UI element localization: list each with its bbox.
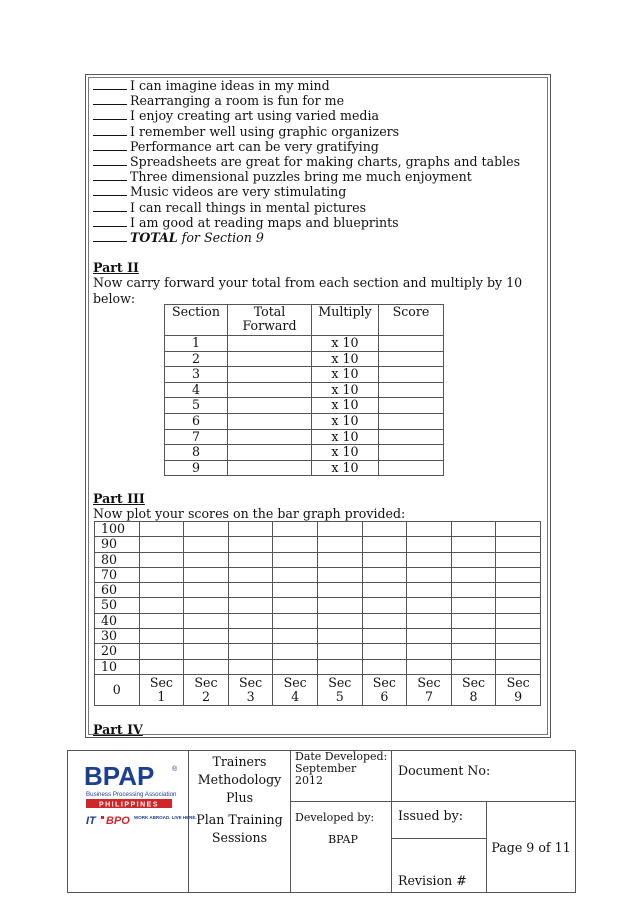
x-axis-label xyxy=(496,674,541,705)
graph-cell[interactable] xyxy=(496,522,541,537)
x-axis-label-number: 8 xyxy=(469,688,478,704)
answer-blank[interactable] xyxy=(93,169,127,181)
score-input[interactable] xyxy=(379,460,444,476)
section-row xyxy=(165,413,444,429)
graph-cell[interactable] xyxy=(273,583,318,598)
total-forward-input[interactable] xyxy=(228,367,312,383)
y-axis-label: 20 xyxy=(95,644,140,659)
section-row xyxy=(165,398,444,414)
total-forward-input[interactable] xyxy=(228,351,312,367)
y-axis-label: 40 xyxy=(95,613,140,628)
graph-cell[interactable] xyxy=(184,522,229,537)
bpap-logo-icon xyxy=(68,751,197,843)
graph-cell[interactable] xyxy=(184,629,229,644)
course-title xyxy=(189,751,290,847)
score-input[interactable] xyxy=(379,398,444,414)
multiply-value: x 10 xyxy=(312,336,379,352)
answer-blank[interactable] xyxy=(93,108,127,120)
graph-cell[interactable] xyxy=(451,598,496,613)
x-axis-label xyxy=(139,674,184,705)
graph-row xyxy=(95,644,541,659)
graph-cell[interactable] xyxy=(228,613,273,628)
y-axis-label: 100 xyxy=(95,522,140,537)
score-input[interactable] xyxy=(379,336,444,352)
answer-blank[interactable] xyxy=(93,124,127,136)
header-total-forward: Total Forward xyxy=(228,305,312,336)
total-forward-input[interactable] xyxy=(228,382,312,398)
section-row xyxy=(165,367,444,383)
graph-cell[interactable] xyxy=(139,598,184,613)
graph-cell[interactable] xyxy=(317,537,362,552)
x-axis-label-number: 6 xyxy=(380,688,389,704)
logo-country: PHILIPPINES xyxy=(98,801,160,809)
multiply-value: x 10 xyxy=(312,460,379,476)
graph-cell[interactable] xyxy=(317,567,362,582)
multiply-value: x 10 xyxy=(312,445,379,461)
x-axis-label-prefix: Sec xyxy=(239,674,263,690)
checklist-item-text: I enjoy creating art using varied media xyxy=(130,108,379,124)
graph-cell[interactable] xyxy=(496,613,541,628)
multiply-value: x 10 xyxy=(312,398,379,414)
multiply-value: x 10 xyxy=(312,367,379,383)
graph-cell[interactable] xyxy=(451,552,496,567)
header-score: Score xyxy=(379,305,444,336)
course-title-line: Plus xyxy=(225,790,254,805)
graph-cell[interactable] xyxy=(407,522,452,537)
date-developed-cell xyxy=(291,751,392,802)
graph-cell[interactable] xyxy=(362,552,407,567)
section-score-table xyxy=(164,304,444,476)
graph-cell[interactable] xyxy=(184,567,229,582)
multiply-value: x 10 xyxy=(312,351,379,367)
graph-cell[interactable] xyxy=(407,598,452,613)
graph-cell[interactable] xyxy=(139,629,184,644)
graph-cell[interactable] xyxy=(139,583,184,598)
x-axis-label-number: 1 xyxy=(157,688,166,704)
x-axis-label xyxy=(451,674,496,705)
course-title-line: Plan Training xyxy=(196,812,283,827)
graph-cell[interactable] xyxy=(317,583,362,598)
multiply-value: x 10 xyxy=(312,382,379,398)
graph-row xyxy=(95,598,541,613)
graph-cell[interactable] xyxy=(184,583,229,598)
section-number: 7 xyxy=(165,429,228,445)
graph-cell[interactable] xyxy=(273,644,318,659)
graph-cell[interactable] xyxy=(228,629,273,644)
score-input[interactable] xyxy=(379,445,444,461)
checklist-item-text: I can recall things in mental pictures xyxy=(130,199,367,215)
graph-cell[interactable] xyxy=(451,522,496,537)
graph-cell[interactable] xyxy=(407,644,452,659)
graph-cell[interactable] xyxy=(496,583,541,598)
total-section-label: for Section 9 xyxy=(181,230,264,246)
x-axis-label-prefix: Sec xyxy=(328,674,352,690)
graph-cell[interactable] xyxy=(139,537,184,552)
graph-cell[interactable] xyxy=(407,629,452,644)
graph-cell[interactable] xyxy=(273,552,318,567)
graph-cell[interactable] xyxy=(451,583,496,598)
graph-cell[interactable] xyxy=(273,537,318,552)
graph-cell[interactable] xyxy=(362,537,407,552)
total-forward-input[interactable] xyxy=(228,429,312,445)
graph-cell[interactable] xyxy=(451,644,496,659)
graph-cell[interactable] xyxy=(362,644,407,659)
checklist-item-text: I remember well using graphic organizers xyxy=(130,123,400,139)
document-number: Document No: xyxy=(392,751,576,802)
section-number: 1 xyxy=(165,336,228,352)
checklist-item xyxy=(93,184,548,199)
graph-cell[interactable] xyxy=(139,567,184,582)
graph-row xyxy=(95,613,541,628)
checklist-item-text: I can imagine ideas in my mind xyxy=(130,78,330,93)
graph-cell[interactable] xyxy=(273,522,318,537)
graph-row xyxy=(95,659,541,674)
graph-cell[interactable] xyxy=(228,552,273,567)
y-axis-label: 70 xyxy=(95,567,140,582)
graph-cell[interactable] xyxy=(362,659,407,674)
section-number: 8 xyxy=(165,445,228,461)
score-input[interactable] xyxy=(379,382,444,398)
y-axis-label: 80 xyxy=(95,552,140,567)
graph-cell[interactable] xyxy=(184,552,229,567)
graph-cell[interactable] xyxy=(362,598,407,613)
section-row xyxy=(165,445,444,461)
survey-content xyxy=(93,78,548,306)
graph-cell[interactable] xyxy=(139,522,184,537)
score-input[interactable] xyxy=(379,351,444,367)
section-number: 4 xyxy=(165,382,228,398)
header-multiply: Multiply xyxy=(312,305,379,336)
x-axis-label-number: 5 xyxy=(335,688,344,704)
section-number: 5 xyxy=(165,398,228,414)
answer-blank[interactable] xyxy=(93,154,127,166)
x-axis-label xyxy=(228,674,273,705)
graph-cell[interactable] xyxy=(228,537,273,552)
graph-cell[interactable] xyxy=(139,552,184,567)
y-axis-label: 60 xyxy=(95,583,140,598)
section-number: 9 xyxy=(165,460,228,476)
checklist-item xyxy=(93,108,548,123)
part4-title: Part IV xyxy=(93,722,143,737)
graph-cell[interactable] xyxy=(184,598,229,613)
graph-cell[interactable] xyxy=(317,613,362,628)
header-section: Section xyxy=(165,305,228,336)
course-title-line: Sessions xyxy=(211,830,268,845)
graph-cell[interactable] xyxy=(362,567,407,582)
answer-blank[interactable] xyxy=(93,200,127,212)
checklist-item xyxy=(93,93,548,108)
y-axis-label: 50 xyxy=(95,598,140,613)
section-row xyxy=(165,351,444,367)
graph-cell[interactable] xyxy=(184,659,229,674)
section-row xyxy=(165,336,444,352)
graph-cell[interactable] xyxy=(407,552,452,567)
total-forward-input[interactable] xyxy=(228,445,312,461)
developed-by-value: BPAP xyxy=(328,833,358,846)
answer-blank[interactable] xyxy=(93,93,127,105)
part4-heading xyxy=(93,722,548,737)
x-axis-label xyxy=(317,674,362,705)
x-axis-label-number: 7 xyxy=(424,688,433,704)
x-axis-label-prefix: Sec xyxy=(461,674,486,690)
x-axis-label-number: 2 xyxy=(201,688,210,704)
graph-cell[interactable] xyxy=(407,583,452,598)
logo-wordmark: BPAP xyxy=(84,761,155,791)
checklist-item xyxy=(93,124,548,139)
graph-cell[interactable] xyxy=(273,659,318,674)
course-title-cell xyxy=(189,751,291,893)
score-input[interactable] xyxy=(379,413,444,429)
checklist-item xyxy=(93,169,548,184)
x-axis-label xyxy=(273,674,318,705)
graph-cell[interactable] xyxy=(362,522,407,537)
graph-cell[interactable] xyxy=(407,537,452,552)
graph-cell[interactable] xyxy=(184,537,229,552)
graph-cell[interactable] xyxy=(496,644,541,659)
graph-row xyxy=(95,522,541,537)
graph-cell[interactable] xyxy=(228,583,273,598)
logo-cell xyxy=(68,751,197,893)
checklist-item xyxy=(93,215,548,230)
score-input[interactable] xyxy=(379,367,444,383)
y-axis-label: 90 xyxy=(95,537,140,552)
checklist-item xyxy=(93,200,548,215)
part2-instruction-cont: below: xyxy=(93,290,136,306)
graph-cell[interactable] xyxy=(317,659,362,674)
developed-by-label: Developed by: xyxy=(295,811,375,824)
graph-cell[interactable] xyxy=(317,598,362,613)
date-developed-year: 2012 xyxy=(295,774,323,787)
course-title-line: Trainers xyxy=(212,754,267,769)
checklist-item-text: Performance art can be very gratifying xyxy=(130,138,379,154)
origin-label: 0 xyxy=(95,674,140,705)
graph-cell[interactable] xyxy=(184,644,229,659)
section-row xyxy=(165,460,444,476)
logo-registered: ® xyxy=(172,766,178,773)
revision-number: Revision # xyxy=(392,839,487,893)
checklist-item xyxy=(93,78,548,93)
part2-instruction: Now carry forward your total from each section and multiply by 10 xyxy=(93,275,523,291)
logo-subtitle: Business Processing Association xyxy=(86,791,177,798)
x-axis-label xyxy=(362,674,407,705)
section-row xyxy=(165,382,444,398)
checklist-item-text: Rearranging a room is fun for me xyxy=(130,93,345,109)
graph-cell[interactable] xyxy=(407,659,452,674)
answer-blank[interactable] xyxy=(93,215,127,227)
part3-heading xyxy=(93,491,548,521)
part3-instruction: Now plot your scores on the bar graph provided: xyxy=(93,506,406,522)
graph-cell[interactable] xyxy=(184,613,229,628)
x-axis-label-number: 4 xyxy=(291,688,300,704)
graph-cell[interactable] xyxy=(496,537,541,552)
y-axis-label: 10 xyxy=(95,659,140,674)
total-forward-input[interactable] xyxy=(228,460,312,476)
checklist-item-text: I am good at reading maps and blueprints xyxy=(130,214,399,230)
total-forward-input[interactable] xyxy=(228,398,312,414)
graph-cell[interactable] xyxy=(496,629,541,644)
checklist xyxy=(93,78,548,230)
graph-cell[interactable] xyxy=(496,552,541,567)
graph-cell[interactable] xyxy=(139,659,184,674)
graph-cell[interactable] xyxy=(273,598,318,613)
graph-cell[interactable] xyxy=(407,567,452,582)
graph-cell[interactable] xyxy=(228,644,273,659)
graph-cell[interactable] xyxy=(496,598,541,613)
total-forward-input[interactable] xyxy=(228,336,312,352)
bpap-logo xyxy=(68,751,197,843)
graph-cell[interactable] xyxy=(317,522,362,537)
checklist-item-text: Music videos are very stimulating xyxy=(130,184,347,200)
graph-cell[interactable] xyxy=(228,522,273,537)
graph-cell[interactable] xyxy=(451,613,496,628)
graph-cell[interactable] xyxy=(362,583,407,598)
x-axis-label-prefix: Sec xyxy=(283,674,307,690)
graph-cell[interactable] xyxy=(139,613,184,628)
multiply-value: x 10 xyxy=(312,413,379,429)
section-number: 2 xyxy=(165,351,228,367)
graph-cell[interactable] xyxy=(496,659,541,674)
checklist-item xyxy=(93,139,548,154)
graph-cell[interactable] xyxy=(228,598,273,613)
section-row xyxy=(165,429,444,445)
answer-blank[interactable] xyxy=(93,139,127,151)
graph-cell[interactable] xyxy=(407,613,452,628)
graph-cell[interactable] xyxy=(317,644,362,659)
x-axis-label-prefix: Sec xyxy=(506,674,530,690)
date-developed-label: Date Developed: xyxy=(295,750,388,763)
graph-cell[interactable] xyxy=(273,613,318,628)
x-axis-row xyxy=(95,674,541,705)
document-footer xyxy=(67,750,576,893)
answer-blank[interactable] xyxy=(93,78,127,90)
date-developed-month: September xyxy=(295,762,357,775)
course-title-line: Methodology xyxy=(197,772,282,787)
logo-it: IT xyxy=(86,815,96,827)
x-axis-label xyxy=(184,674,229,705)
graph-cell[interactable] xyxy=(228,567,273,582)
graph-cell[interactable] xyxy=(273,629,318,644)
logo-tagline: WORK ABROAD. LIVE HERE. xyxy=(134,815,197,820)
page-number: Page 9 of 11 xyxy=(487,802,576,893)
total-line xyxy=(93,230,548,245)
graph-cell[interactable] xyxy=(228,659,273,674)
graph-row xyxy=(95,629,541,644)
part3-title: Part III xyxy=(93,491,145,506)
graph-cell[interactable] xyxy=(496,567,541,582)
part2-title: Part II xyxy=(93,260,139,276)
total-label: TOTAL xyxy=(130,230,178,246)
y-axis-label: 30 xyxy=(95,629,140,644)
logo-bpo: BPO xyxy=(106,815,130,827)
graph-row xyxy=(95,537,541,552)
checklist-item-text: Spreadsheets are great for making charts, graphs and tables xyxy=(130,154,521,170)
total-forward-input[interactable] xyxy=(228,413,312,429)
graph-cell[interactable] xyxy=(362,629,407,644)
graph-cell[interactable] xyxy=(362,613,407,628)
score-input[interactable] xyxy=(379,429,444,445)
answer-blank[interactable] xyxy=(93,184,127,196)
x-axis-label-prefix: Sec xyxy=(417,674,441,690)
graph-row xyxy=(95,583,541,598)
section-number: 6 xyxy=(165,413,228,429)
answer-blank[interactable] xyxy=(93,230,127,242)
x-axis-label-prefix: Sec xyxy=(372,674,396,690)
graph-cell[interactable] xyxy=(451,659,496,674)
section-number: 3 xyxy=(165,367,228,383)
graph-cell[interactable] xyxy=(317,629,362,644)
x-axis-label-prefix: Sec xyxy=(194,674,218,690)
graph-row xyxy=(95,552,541,567)
developed-by-cell xyxy=(291,802,392,893)
x-axis-label-number: 9 xyxy=(514,688,523,704)
graph-cell[interactable] xyxy=(273,567,318,582)
graph-cell[interactable] xyxy=(451,537,496,552)
x-axis-label-number: 3 xyxy=(246,688,255,704)
x-axis-label xyxy=(407,674,452,705)
checklist-item xyxy=(93,154,548,169)
issued-by: Issued by: xyxy=(392,802,487,839)
graph-row xyxy=(95,567,541,582)
graph-cell[interactable] xyxy=(451,567,496,582)
graph-cell[interactable] xyxy=(451,629,496,644)
graph-cell[interactable] xyxy=(139,644,184,659)
x-axis-label-prefix: Sec xyxy=(149,674,173,690)
multiply-value: x 10 xyxy=(312,429,379,445)
graph-cell[interactable] xyxy=(317,552,362,567)
score-bar-graph xyxy=(94,521,541,706)
checklist-item-text: Three dimensional puzzles bring me much enjoyment xyxy=(130,169,472,185)
